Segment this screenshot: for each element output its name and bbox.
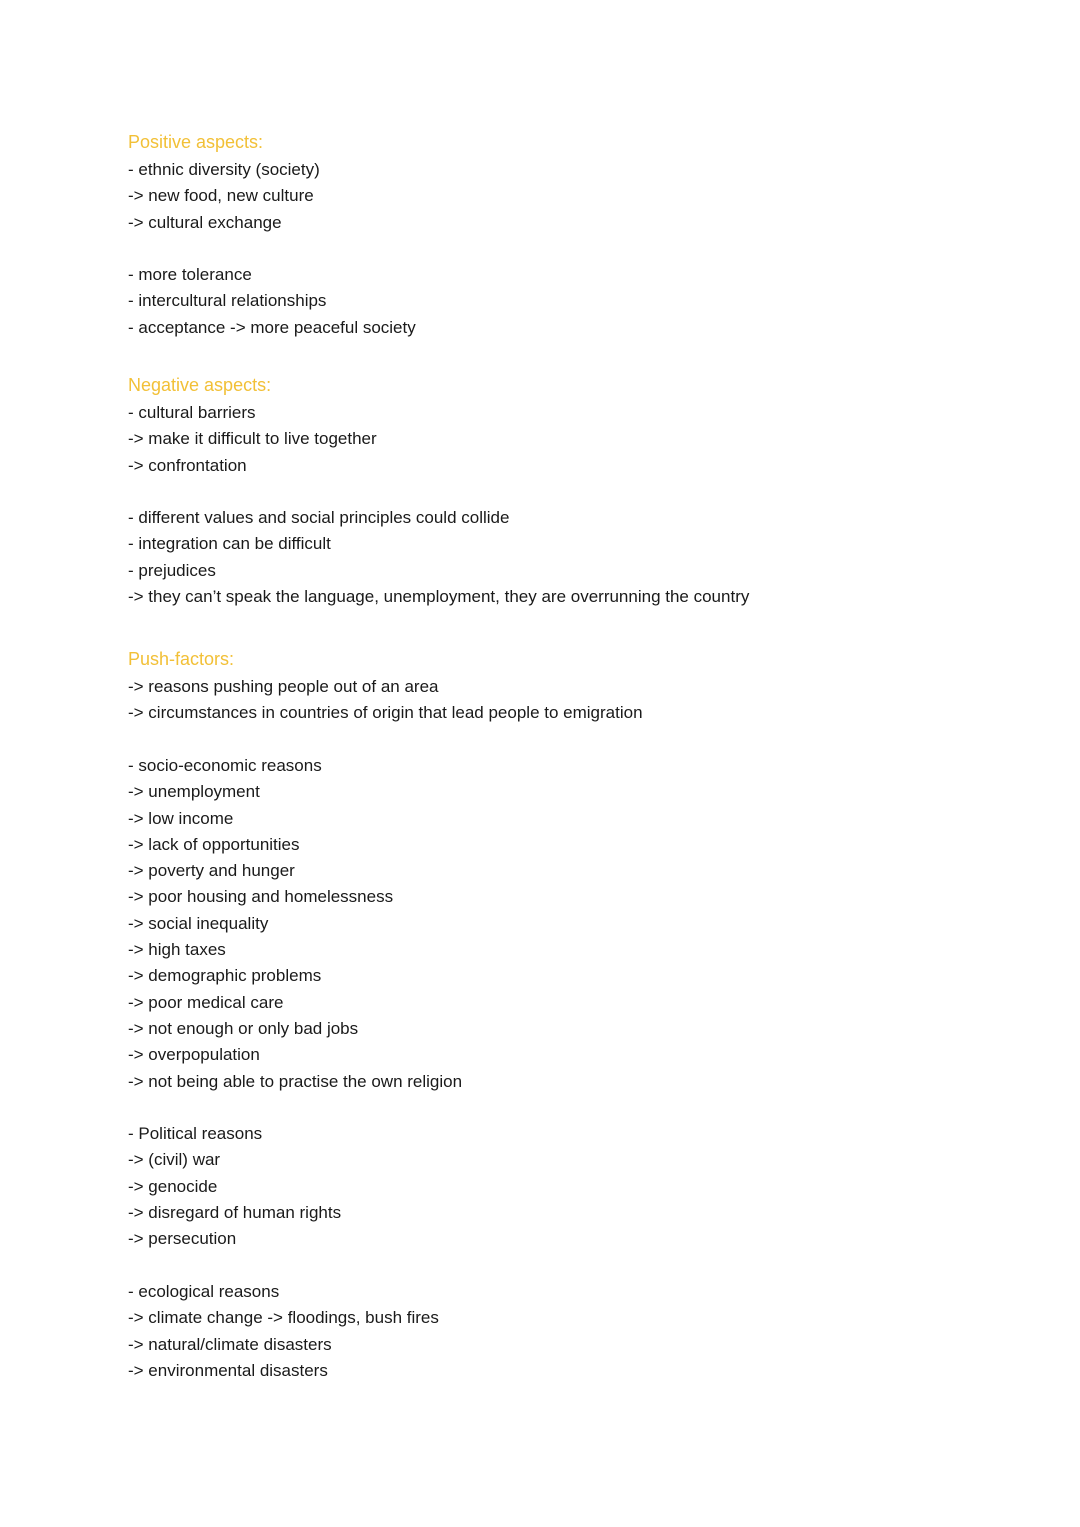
list-item: -> disregard of human rights bbox=[128, 1202, 342, 1222]
list-item: -> new food, new culture bbox=[128, 186, 314, 206]
political-reasons bbox=[128, 1121, 948, 1252]
list-item: -> high taxes bbox=[128, 940, 226, 960]
list-item: -> make it difficult to live together bbox=[128, 429, 377, 449]
list-item: - cultural barriers bbox=[128, 403, 256, 422]
list-item: -> confrontation bbox=[128, 455, 247, 475]
push-factors-heading: Push-factors: bbox=[128, 649, 235, 669]
list-item: -> social inequality bbox=[128, 913, 269, 933]
list-item: -> demographic problems bbox=[128, 966, 322, 986]
list-item: -> they can’t speak the language, unemployment, they are overrunning the country bbox=[128, 586, 750, 606]
positive-aspects-heading: Positive aspects: bbox=[128, 132, 264, 152]
list-item: -> poverty and hunger bbox=[128, 861, 295, 881]
list-item: - more tolerance bbox=[128, 265, 252, 284]
list-item: -> circumstances in countries of origin that lead people to emigration bbox=[128, 703, 643, 723]
list-item: -> cultural exchange bbox=[128, 212, 282, 232]
list-item: -> poor medical care bbox=[128, 992, 284, 1012]
negative-aspects-group-2 bbox=[128, 505, 948, 610]
list-item: -> not enough or only bad jobs bbox=[128, 1018, 359, 1038]
negative-aspects-section bbox=[128, 372, 948, 479]
list-item: -> overpopulation bbox=[128, 1045, 260, 1065]
list-item: -> (civil) war bbox=[128, 1150, 221, 1170]
list-item: - acceptance -> more peaceful society bbox=[128, 317, 416, 337]
list-item: -> low income bbox=[128, 808, 234, 828]
list-item: -> lack of opportunities bbox=[128, 834, 300, 854]
list-item: - ecological reasons bbox=[128, 1282, 280, 1301]
push-factors-section bbox=[128, 646, 948, 727]
list-item: - Political reasons bbox=[128, 1124, 263, 1143]
positive-aspects-section bbox=[128, 129, 948, 236]
socio-economic-reasons bbox=[128, 753, 948, 1095]
list-item: -> natural/climate disasters bbox=[128, 1334, 332, 1354]
list-item: - prejudices bbox=[128, 560, 216, 580]
ecological-reasons bbox=[128, 1279, 948, 1384]
list-item: -> unemployment bbox=[128, 782, 260, 802]
list-item: -> climate change -> floodings, bush fires bbox=[128, 1308, 439, 1328]
list-item: -> not being able to practise the own religion bbox=[128, 1071, 463, 1091]
list-item: - integration can be difficult bbox=[128, 534, 331, 554]
list-item: - socio-economic reasons bbox=[128, 756, 322, 775]
list-item: -> genocide bbox=[128, 1176, 218, 1196]
list-item: - different values and social principles could collide bbox=[128, 508, 510, 527]
negative-aspects-heading: Negative aspects: bbox=[128, 375, 272, 395]
list-item: -> persecution bbox=[128, 1229, 237, 1249]
list-item: - intercultural relationships bbox=[128, 291, 327, 311]
list-item: -> environmental disasters bbox=[128, 1360, 328, 1380]
list-item: -> reasons pushing people out of an area bbox=[128, 677, 439, 696]
list-item: -> poor housing and homelessness bbox=[128, 887, 394, 907]
list-item: - ethnic diversity (society) bbox=[128, 160, 320, 179]
positive-aspects-group-2 bbox=[128, 262, 948, 341]
